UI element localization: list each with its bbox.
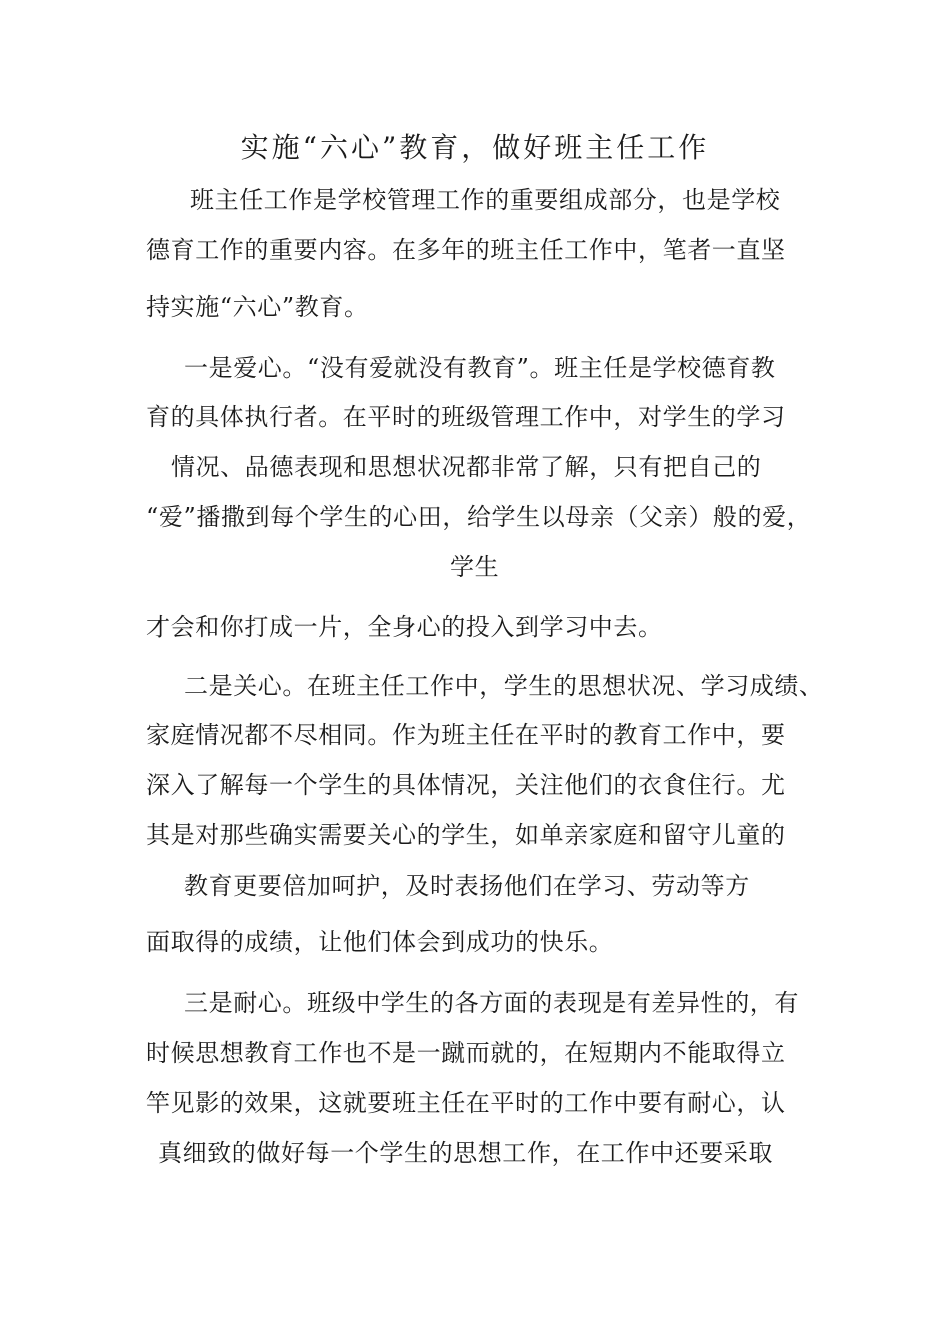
text-line: 真细致的做好每一个学生的思想工作，在工作中还要采取 [158,1139,773,1167]
document-title: 实施“六心”教育，做好班主任工作 [240,131,710,164]
text-line: 才会和你打成一片，全身心的投入到学习中去。 [146,613,663,641]
text-line: 班主任工作是学校管理工作的重要组成部分，也是学校 [190,186,781,214]
text-line: 德育工作的重要内容。在多年的班主任工作中，笔者一直坚 [146,236,786,264]
text-line: 情况、品德表现和思想状况都非常了解，只有把自己的 [171,453,762,481]
text-line: 持实施“六心”教育。 [146,293,369,321]
text-line: 深入了解每一个学生的具体情况，关注他们的衣食住行。尤 [146,771,786,799]
text-line: 二是关心。在班主任工作中，学生的思想状况、学习成绩、 [184,672,824,700]
text-line: “爱”播撒到每个学生的心田，给学生以母亲（父亲）般的爱， [146,503,812,531]
text-line: 教育更要倍加呵护，及时表扬他们在学习、劳动等方 [184,872,750,900]
text-line: 其是对那些确实需要关心的学生，如单亲家庭和留守儿童的 [146,821,786,849]
text-line: 一是爱心。“没有爱就没有教育”。班主任是学校德育教 [184,354,776,382]
text-line: 面取得的成绩，让他们体会到成功的快乐。 [146,928,614,956]
text-line: 家庭情况都不尽相同。作为班主任在平时的教育工作中，要 [146,721,786,749]
text-line: 育的具体执行者。在平时的班级管理工作中，对学生的学习 [146,403,786,431]
text-line: 时候思想教育工作也不是一蹴而就的，在短期内不能取得立 [146,1039,786,1067]
text-line: 学生 [450,553,500,581]
text-line: 竿见影的效果，这就要班主任在平时的工作中要有耐心，认 [146,1089,786,1117]
text-line: 三是耐心。班级中学生的各方面的表现是有差异性的，有 [184,989,799,1017]
